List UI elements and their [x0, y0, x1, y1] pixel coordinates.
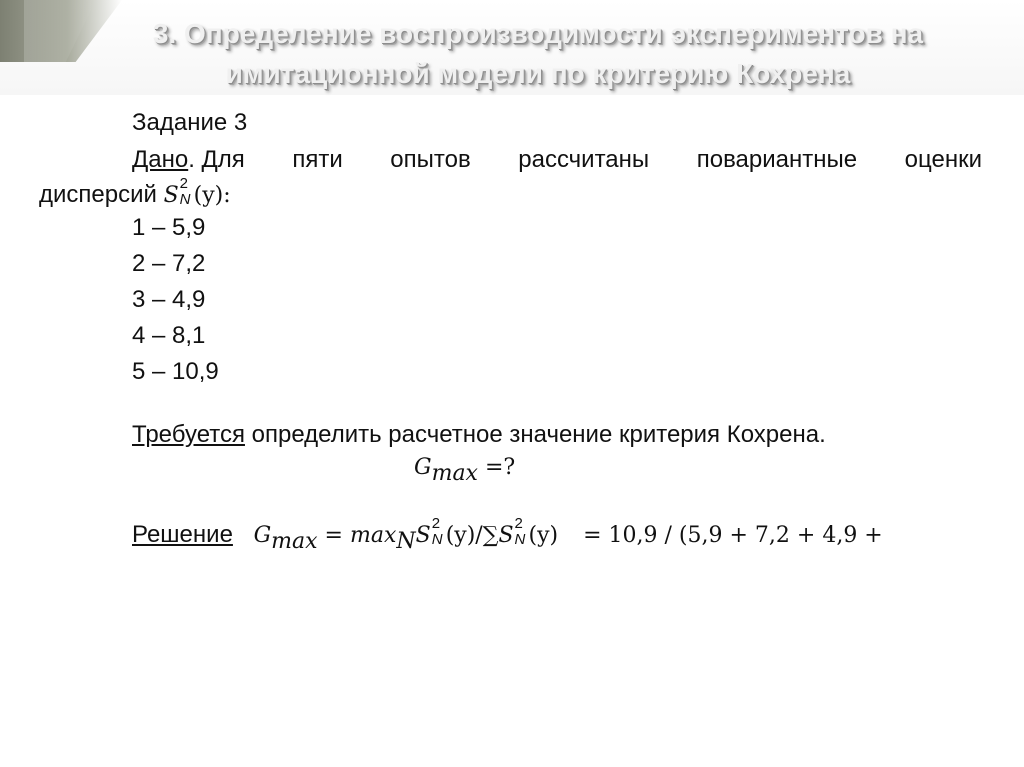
solution-label: Решение: [132, 521, 233, 548]
formula-s-sub: N: [431, 531, 443, 548]
variance-sup: 2: [179, 175, 189, 192]
variance-item-1: 1 – 5,9: [132, 214, 206, 241]
task-heading: Задание 3: [132, 109, 248, 136]
variance-item-5: 5 – 10,9: [132, 358, 219, 385]
formula-s-subsup: [431, 515, 446, 548]
formula-argument-2: (y): [528, 523, 559, 548]
given-line: [132, 145, 982, 175]
variance-item-4: 4 – 8,1: [132, 322, 206, 349]
formula-calculation: = 10,9 / (5,9 + 7,2 + 4,9 +: [576, 523, 883, 548]
given-first-chunk: [132, 145, 245, 175]
variance-symbol: S: [163, 183, 179, 208]
formula-max-sub: N: [396, 528, 416, 554]
gmax-query: [414, 452, 515, 489]
given-word-3: опытов: [390, 146, 471, 173]
requirement-label: Требуется: [132, 421, 245, 448]
requirement-line: [132, 420, 826, 450]
formula-equals: =: [317, 523, 350, 548]
variance-item-2: 2 – 7,2: [132, 250, 206, 277]
formula-sum-symbol: ∑: [482, 523, 499, 548]
variance-list: [132, 210, 219, 390]
formula-s: S: [415, 523, 431, 548]
formula-sum-sup: 2: [514, 515, 523, 532]
variance-item-3: 3 – 4,9: [132, 286, 206, 313]
given-word-6: оценки: [904, 146, 982, 173]
formula-s-sup: 2: [431, 515, 441, 532]
formula-max: max: [349, 523, 397, 548]
formula-g-sub: max: [271, 528, 318, 554]
dispersion-line: [39, 175, 231, 211]
dispersion-word: дисперсий: [39, 181, 157, 208]
gmax-query-text: =?: [477, 455, 516, 480]
formula-argument-1: (y)/: [445, 523, 483, 548]
given-word-5: повариантные: [696, 146, 858, 173]
variance-sub: N: [179, 191, 191, 208]
variance-argument: (y):: [193, 183, 231, 208]
formula-sum-subsup: [514, 515, 529, 548]
formula-sum-sub: N: [514, 531, 526, 548]
requirement-text: определить расчетное значение критерия Кохрена.: [244, 421, 826, 448]
given-label: Дано: [132, 146, 189, 173]
solution-line: [132, 515, 883, 557]
given-word-2: пяти: [292, 146, 343, 173]
slide-title: 3. Определение воспроизводимости экспериментов на имитационной модели по критерию Кохрена: [152, 18, 924, 89]
gmax-symbol: G: [414, 455, 432, 480]
formula-g: G: [253, 523, 272, 548]
gmax-subscript: max: [431, 460, 478, 486]
formula-sum-s: S: [498, 523, 514, 548]
given-word-1: . Для: [188, 146, 245, 173]
cochran-formula: [253, 515, 883, 554]
given-word-4: рассчитаны: [518, 146, 650, 173]
variance-subsup: [179, 175, 194, 208]
